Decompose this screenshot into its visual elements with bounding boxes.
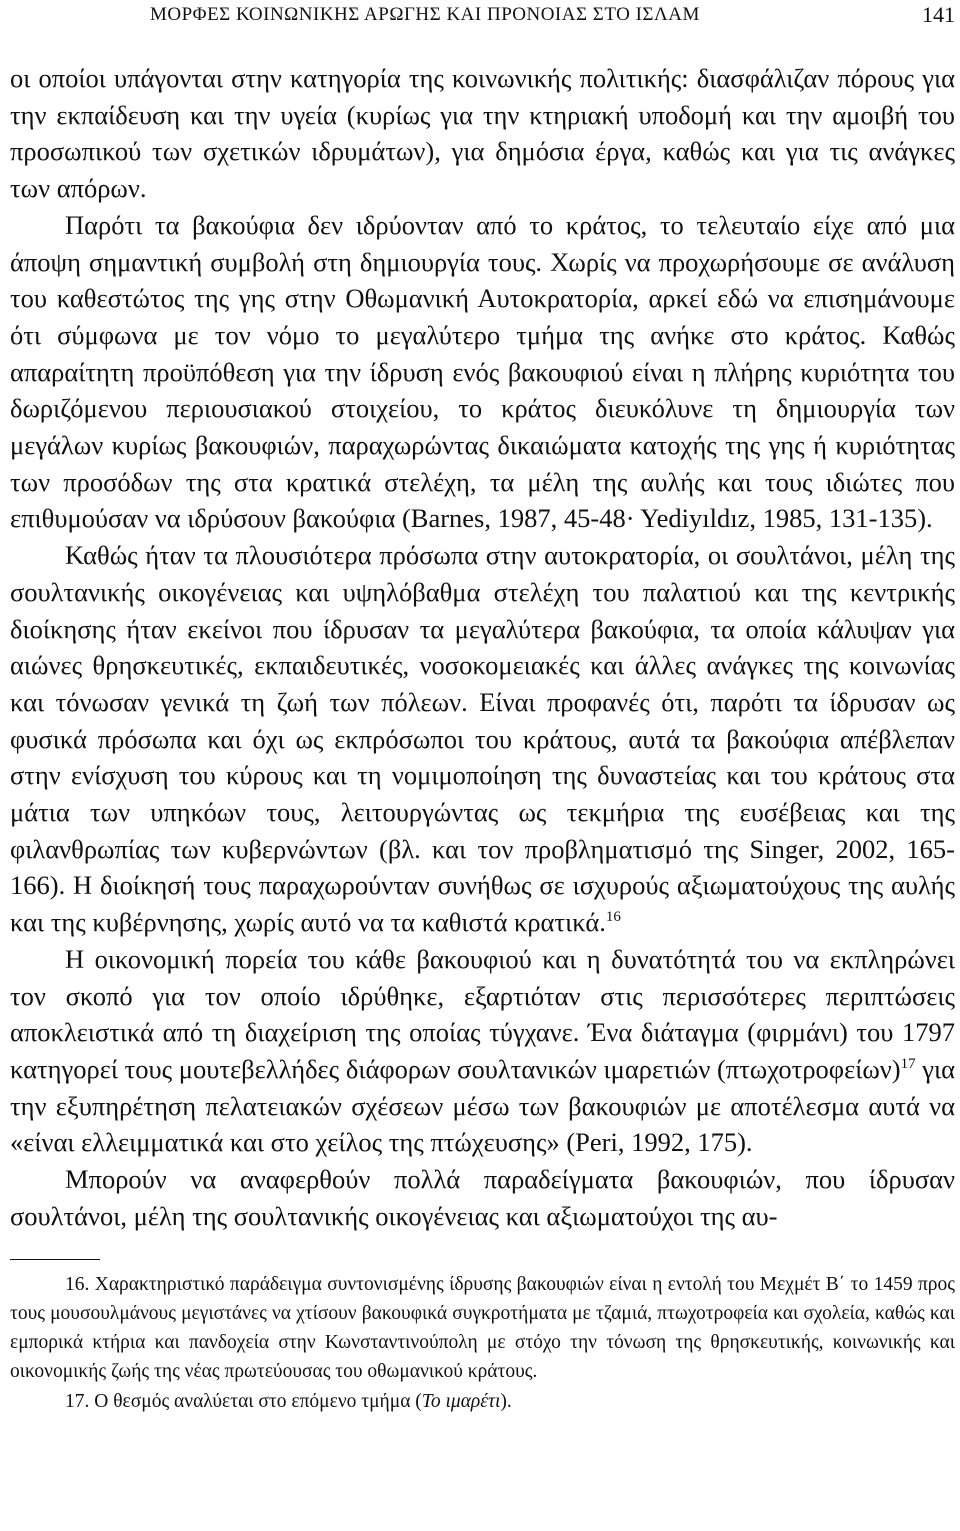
document-page	[10, 0, 955, 1416]
paragraph-3	[10, 537, 955, 941]
paragraph-4-text-a: Η οικονομική πορεία του κάθε βακουφιού και η δυνατότητά του να εκπληρώνει τον σκοπό για τον οποίο ιδρύθηκε, εξαρτιόταν στις περισσότερες περιπτώσεις αποκλειστικά από τη διαχείριση της οποίας τύγχανε. Ένα διάταγμα (φιρμάνι) του 1797 κατηγορεί τους μουτεβελλήδες διάφορων σουλτανικών ιμαρετιών (πτωχοτροφείων)	[10, 943, 955, 1084]
page-number: 141	[922, 2, 955, 27]
body-text	[10, 60, 955, 1235]
paragraph-2: Παρότι τα βακούφια δεν ιδρύονταν από το κράτος, το τελευταίο είχε από μια άποψη σημαντική συμβολή στη δημιουργία τους. Χωρίς να προχωρήσουμε σε ανάλυση του καθεστώτος της γης στην Οθωμανική Αυτοκρατορία, αρκεί εδώ να επισημάνουμε ότι σύμφωνα με τον νόμο το μεγαλύτερο τμήμα της ανήκε στο κράτος. Καθώς απαραίτητη προϋπόθεση για την ίδρυση ενός βακουφιού είναι η πλήρης κυριότητα του δωριζόμενου περιουσιακού στοιχείου, το κράτος διευκόλυνε τη δημιουργία των μεγάλων κυρίως βακουφιών, παραχωρώντας δικαιώματα κατοχής της γης ή κυριότητας των προσόδων της στα κρατικά στελέχη, τα μέλη της αυλής και τους ιδιώτες που επιθυμούσαν να ιδρύσουν βακούφια (Barnes, 1987, 45-48· Yediyıldız, 1985, 131-135).	[10, 209, 955, 534]
footnote-16: 16. Χαρακτηριστικό παράδειγμα συντονισμένης ίδρυσης βακουφιών είναι η εντολή του Μεχμέτ Β΄ το 1459 προς τους μουσουλμάνους μεγιστάνες να χτίσουν βακουφικά συγκροτήματα με τζαμιά, πτωχοτροφεία και σχολεία, καθώς και εμπορικά κτήρια και πανδοχεία στην Κωνσταντινούπολη με στόχο την τόνωση της θρησκευτικής, κοινωνικής και οικονομικής ζωής της νέας πρωτεύουσας του οθωμανικού κράτους.	[10, 1273, 955, 1383]
footnote-divider	[10, 1259, 100, 1260]
paragraph-4	[10, 941, 955, 1161]
footnote-17-end: ).	[500, 1390, 512, 1412]
footnote-17	[10, 1387, 955, 1416]
paragraph-4-text-b: για την εξυπηρέτηση πελατειακών σχέσεων μέσω των βακουφιών με αποτέλεσμα αυτά να «είναι ελλειμματικά και στο χείλος της πτώχευσης» (Peri, 1992, 175).	[10, 1053, 955, 1158]
paragraph-3-text: Καθώς ήταν τα πλουσιότερα πρόσωπα στην αυτοκρατορία, οι σουλτάνοι, μέλη της σουλτανικής οικογένειας και υψηλόβαθμα στελέχη του παλατιού και της κεντρικής διοίκησης ήταν εκείνοι που ίδρυσαν τα μεγαλύτερα βακούφια, τα οποία κάλυψαν για αιώνες θρησκευτικές, εκπαιδευτικές, νοσοκομειακές και άλλες ανάγκες της κοινωνίας και τόνωσαν γενικά τη ζωή των πόλεων. Είναι προφανές ότι, παρότι τα ίδρυσαν ως φυσικά πρόσωπα και όχι ως εκπρόσωποι του κράτους, αυτά τα βακούφια απέβλεπαν στην ενίσχυση του κύρους και τη νομιμοποίηση της δυναστείας και του κράτους στα μάτια των υπηκόων τους, λειτουργώντας ως τεκμήρια της ευσέβειας και της φιλανθρωπίας των κυβερνώντων (βλ. και τον προβληματισμό της Singer, 2002, 165-166). Η διοίκησή τους παραχωρούνταν συνήθως σε ισχυρούς αξιωματούχους της αυλής και της κυβέρνησης, χωρίς αυτό να τα καθιστά κρατικά.	[10, 540, 955, 938]
footnote-17-text: 17. Ο θεσμός αναλύεται στο επόμενο τμήμα (	[65, 1390, 422, 1412]
paragraph-5: Μπορούν να αναφερθούν πολλά παραδείγματα βακουφιών, που ίδρυσαν σουλτάνοι, μέλη της σουλτανικής οικογένειας και αξιωματούχοι της αυ-	[10, 1164, 955, 1231]
footnote-ref-17[interactable]: 17	[900, 1056, 916, 1073]
running-title: ΜΟΡΦΕΣ ΚΟΙΝΩΝΙΚΗΣ ΑΡΩΓΗΣ ΚΑΙ ΠΡΟΝΟΙΑΣ ΣΤΟ ΙΣΛΑΜ	[150, 4, 700, 25]
footnotes	[10, 1270, 955, 1416]
running-header	[10, 0, 955, 38]
footnote-17-italic: Το ιμαρέτι	[421, 1390, 501, 1412]
footnote-ref-16[interactable]: 16	[605, 909, 621, 926]
paragraph-1: οι οποίοι υπάγονται στην κατηγορία της κοινωνικής πολιτικής: διασφάλιζαν πόρους για την εκπαίδευση και την υγεία (κυρίως για την κτηριακή υποδομή και την αμοιβή του προσωπικού των σχετικών ιδρυμάτων), για δημόσια έργα, καθώς και για τις ανάγκες των απόρων.	[10, 63, 955, 204]
